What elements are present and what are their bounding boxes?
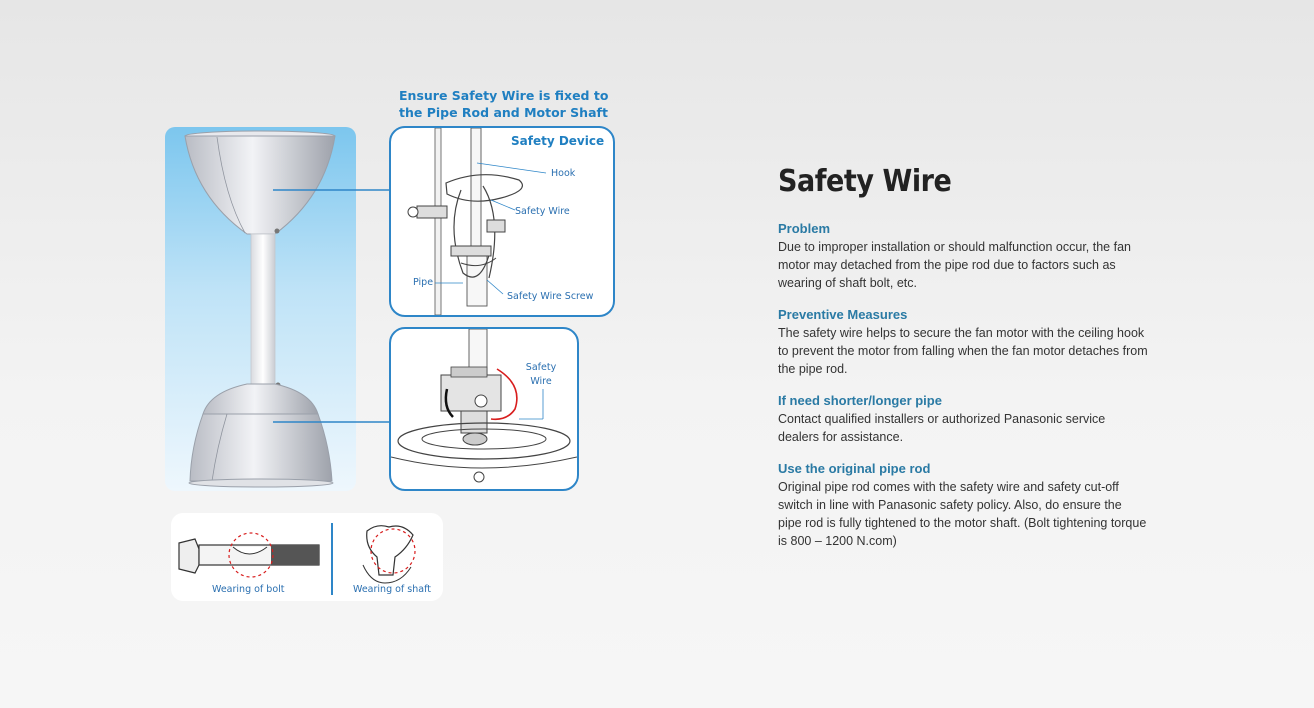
safety-device-box xyxy=(389,126,615,317)
label-wearing-of-shaft: Wearing of shaft xyxy=(353,584,431,595)
label-motor-safety-wire xyxy=(521,361,561,389)
label-motor-safety-wire-line2: Wire xyxy=(530,376,552,387)
wear-examples-box xyxy=(171,513,443,601)
section-body: Original pipe rod comes with the safety wire and safety cut-off switch in line with Panasonic safety policy. Also, do ensure the pipe rod is fully tightened to the motor shaft. (Bolt tightening torque is 800 – 1200 N.com) xyxy=(778,480,1147,548)
motor-detail-drawing xyxy=(391,329,577,489)
article-title: Safety Wire xyxy=(778,164,952,199)
label-safety-wire: Safety Wire xyxy=(515,206,570,217)
leader-lines xyxy=(356,150,392,450)
section-preventive-measures xyxy=(778,306,1148,378)
callout-title-line1: Ensure Safety Wire is fixed to xyxy=(399,88,609,103)
section-title: Problem xyxy=(778,221,831,236)
label-wearing-of-bolt: Wearing of bolt xyxy=(212,584,285,595)
section-body: Due to improper installation or should malfunction occur, the fan motor may detached from the pipe rod due to factors such as wearing of shaft bolt, etc. xyxy=(778,240,1131,290)
callout-title-line2: the Pipe Rod and Motor Shaft xyxy=(399,105,608,120)
safety-device-title: Safety Device xyxy=(511,134,605,148)
label-hook: Hook xyxy=(551,168,576,179)
section-title: If need shorter/longer pipe xyxy=(778,393,942,408)
fan-canopy-and-motor-drawing xyxy=(165,127,356,491)
article xyxy=(778,160,1148,550)
motor-detail-box xyxy=(389,327,579,491)
callout-title xyxy=(399,87,619,121)
fan-pipe-illustration xyxy=(165,127,356,491)
label-motor-safety-wire-line1: Safety xyxy=(525,362,557,373)
section-pipe-length xyxy=(778,392,1148,446)
section-title: Preventive Measures xyxy=(778,307,908,322)
section-body: Contact qualified installers or authorized Panasonic service dealers for assistance. xyxy=(778,412,1106,444)
label-safety-wire-screw: Safety Wire Screw xyxy=(507,291,594,302)
section-original-pipe-rod xyxy=(778,460,1148,550)
section-title: Use the original pipe rod xyxy=(778,461,931,476)
label-pipe: Pipe xyxy=(413,277,434,288)
section-body: The safety wire helps to secure the fan motor with the ceiling hook to prevent the motor from falling when the fan motor detaches from the pipe rod. xyxy=(778,326,1148,376)
section-problem xyxy=(778,220,1148,292)
wear-divider xyxy=(331,523,333,595)
